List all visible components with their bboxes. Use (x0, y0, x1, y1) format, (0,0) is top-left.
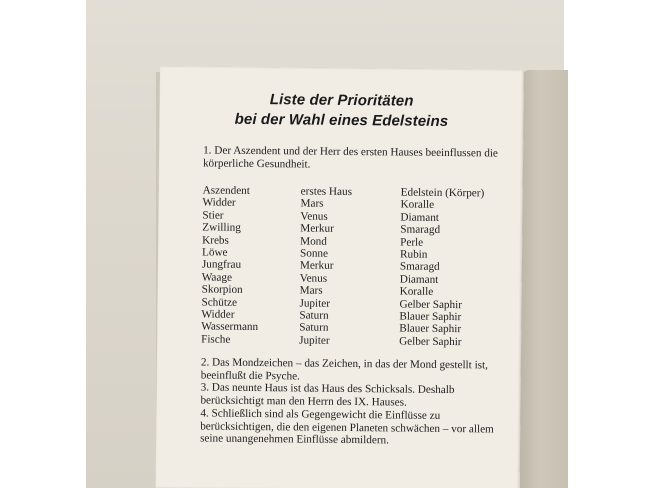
page-title-line-2: bei der Wahl eines Edelsteins (234, 110, 449, 131)
cell-planet: Merkur (299, 259, 334, 273)
point-2: 2. Das Mondzeichen – das Zeichen, in das der Mond gestellt ist, beeinflußt die Psyche. (200, 356, 489, 383)
cell-planet: Sonne (299, 247, 329, 260)
cell-planet: Merkur (300, 222, 334, 236)
closing-points (200, 356, 501, 448)
cell-planet: Jupiter (299, 296, 331, 310)
cell-sign: Löwe (201, 246, 228, 259)
cell-planet: Saturn (299, 309, 329, 322)
cell-gem: Blauer Saphir (399, 322, 462, 336)
cell-sign: Widder (201, 308, 235, 321)
cell-gem: Gelber Saphir (399, 298, 463, 311)
cell-gem: Blauer Saphir (399, 310, 462, 324)
cell-gem: Koralle (400, 198, 435, 212)
cell-planet: Jupiter (299, 334, 330, 347)
cell-sign: Krebs (202, 234, 229, 247)
table-row (201, 333, 501, 349)
header-edelstein: Edelstein (Körper) (400, 186, 485, 200)
cell-planet: Venus (300, 210, 328, 223)
cell-sign: Fische (201, 333, 231, 346)
cell-sign: Jungfrau (201, 258, 242, 272)
cell-sign: Stier (202, 209, 224, 222)
point-4: 4. Schließlich sind als Gegengewicht die Einflüsse zu berücksichtigen, die den eigenen Planeten schwächen – vor allem seine unangenehmen Einflüsse abmildern. (200, 407, 494, 447)
cell-gem: Koralle (399, 285, 434, 298)
cell-gem: Smaragd (400, 223, 441, 237)
cell-gem: Rubin (399, 248, 428, 261)
cell-gem: Gelber Saphir (399, 335, 462, 348)
book-page (156, 66, 524, 488)
intro-paragraph: 1. Der Aszendent und der Herr des ersten Hauses beeinflussen die körperliche Gesundheit. (202, 144, 498, 171)
cell-planet: Saturn (299, 321, 329, 335)
cell-sign: Zwilling (202, 221, 241, 235)
cell-gem: Diamant (399, 273, 439, 286)
cell-planet: Mars (299, 284, 323, 297)
cell-gem: Perle (400, 236, 424, 249)
cell-sign: Waage (201, 271, 233, 284)
gemstone-table (201, 184, 503, 348)
cell-planet: Venus (299, 272, 328, 285)
cell-gem: Diamant (400, 211, 440, 224)
cell-sign: Skorpion (201, 283, 243, 297)
cell-sign: Widder (202, 196, 236, 210)
cell-planet: Mars (300, 197, 324, 211)
header-aszendent: Aszendent (202, 184, 250, 197)
cell-sign: Schütze (201, 295, 238, 309)
page-title-line-1: Liste der Prioritäten (269, 91, 414, 110)
right-book-page (520, 70, 568, 488)
cell-sign: Wassermann (201, 320, 259, 334)
point-3: 3. Das neunte Haus ist das Haus des Schicksals. Deshalb berücksichtigt man den Herrn des IX. Hauses. (200, 381, 455, 409)
cell-gem: Smaragd (399, 260, 440, 274)
cell-planet: Mond (300, 235, 327, 248)
header-erstes-haus: erstes Haus (300, 185, 353, 199)
